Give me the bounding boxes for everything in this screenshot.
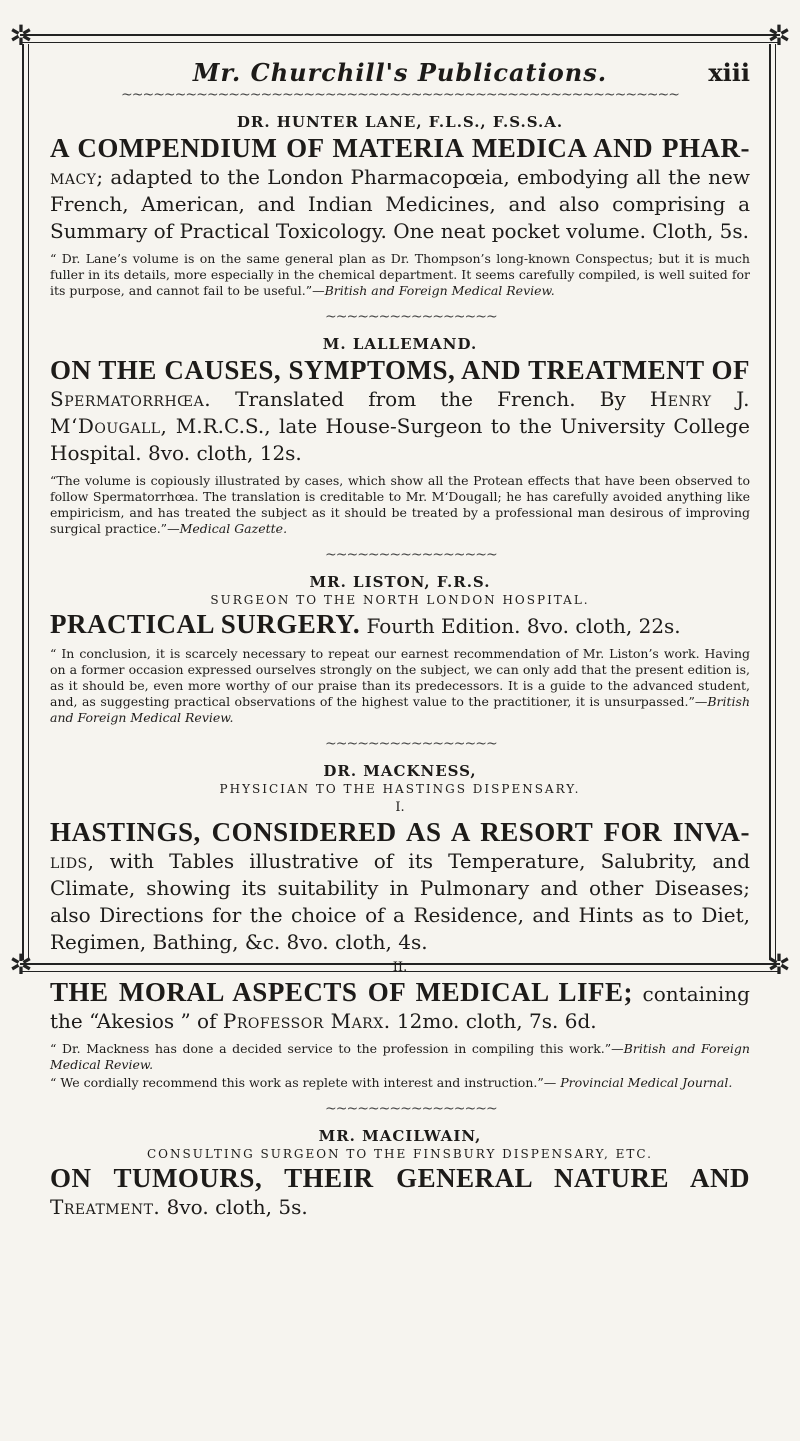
book-description: Translated from the French. By (211, 387, 650, 411)
book-title: PRACTICAL SURGERY. (50, 609, 361, 639)
book-title-continuation: macy (50, 165, 97, 189)
ornamental-corner-icon: ✲ (767, 19, 791, 52)
book-description-cont: 12mo. cloth, 7s. 6d. (390, 1009, 597, 1033)
book-description: with Tables illustrative of its Temperature, Salubrity, and Climate, showing its suitability in Pulmonary and other Diseases; also Directions for the choice of a Residence, and Hints as to Diet, Regimen, Bathing, &c. 8vo. cloth, 4s. (50, 849, 750, 954)
book-title: HASTINGS, CONSIDERED AS A RESORT FOR INVA- (50, 817, 750, 847)
book-description-cont: M.R.C.S., late House-Surgeon to the University College Hospital. 8vo. cloth, 12s. (50, 414, 750, 465)
running-title: Mr. Churchill's Publications. (192, 58, 608, 87)
review-text: “The volume is copiously illustrated by cases, which show all the Protean effects that have been observed to follow Spermatorrhœa. The translation is creditable to Mr. M‘Dougall; he has carefully avoided anything like empiricism, and has treated the subject as it should be treated by a professional man desirous of improving surgical practice.”— (50, 473, 750, 536)
work-numeral: I. (395, 800, 405, 815)
book-title: ON THE CAUSES, SYMPTOMS, AND TREATMENT OF (50, 355, 750, 385)
page-content (50, 58, 750, 1221)
review-text: “ In conclusion, it is scarcely necessary to repeat our earnest recommendation of Mr. Liston’s work. Having on a former occasion expressed ourselves strongly on the subject, we can only add that the present edition is, as it should be, even more worthy of our praise than its predecessors. It is a guide to the advanced student, and, as suggesting practical observations of the highest value to the practitioner, it is unsurpassed.”— (50, 646, 750, 709)
book-entry-moral-aspects (50, 979, 750, 1035)
book-entry-lallemand (50, 357, 750, 467)
author-heading-lane: DR. HUNTER LANE, F.L.S., F.S.S.A. (236, 113, 564, 131)
section-separator: ~~~~~~~~~~~~~~~~ (325, 547, 497, 563)
ornamental-corner-icon: ✲ (767, 948, 791, 981)
author-position: PHYSICIAN TO THE HASTINGS DISPENSARY. (219, 782, 581, 796)
review-quote-mackness-2 (50, 1075, 750, 1091)
book-title: A COMPENDIUM OF MATERIA MEDICA AND PHAR- (50, 133, 750, 163)
professor-name: Professor Marx. (222, 1009, 391, 1033)
review-quote-lallemand (50, 473, 750, 537)
frame-left-rule (22, 44, 29, 960)
review-source: British and Foreign Medical Review. (324, 283, 555, 298)
frame-right-rule (769, 44, 776, 960)
ornamental-corner-icon: ✲ (9, 19, 33, 52)
review-source: Provincial Medical Journal. (560, 1075, 733, 1090)
book-title-continuation: lids, (50, 849, 95, 873)
review-source: British and Foreign Medical Review. (50, 694, 750, 725)
book-description: containing the “Akesios ” of (50, 982, 750, 1033)
ornamental-corner-icon: ✲ (9, 948, 33, 981)
book-description: 8vo. cloth, 5s. (160, 1195, 308, 1219)
book-title-continuation: Spermatorrhœa. (50, 387, 212, 411)
review-quote-mackness-1 (50, 1041, 750, 1073)
book-title: ON TUMOURS, THEIR GENERAL NATURE AND (50, 1163, 750, 1193)
book-entry-hastings (50, 819, 750, 956)
book-title-continuation: Treatment. (50, 1195, 161, 1219)
book-entry-macilwain (50, 1165, 750, 1221)
book-title: THE MORAL ASPECTS OF MEDICAL LIFE; (50, 977, 634, 1007)
section-separator: ~~~~~~~~~~~~~~~~ (325, 736, 497, 752)
book-entry-liston (50, 611, 750, 640)
frame-top-rule (20, 34, 780, 43)
page-number: xiii (708, 58, 750, 87)
review-quote-liston (50, 646, 750, 726)
review-text: “ We cordially recommend this work as replete with interest and instruction.”— (50, 1075, 561, 1090)
author-heading-lallemand: M. LALLEMAND. (322, 335, 478, 353)
author-heading-macilwain: MR. MACILWAIN, (318, 1127, 482, 1145)
book-description: Fourth Edition. 8vo. cloth, 22s. (360, 614, 681, 638)
work-numeral: II. (392, 960, 408, 975)
translator-name: Henry J. M‘Dougall, (50, 387, 750, 438)
running-head (50, 58, 750, 87)
author-position: CONSULTING SURGEON TO THE FINSBURY DISPENSARY, ETC. (147, 1147, 653, 1161)
header-ornament: ~~~~~~~~~~~~~~~~~~~~~~~~~~~~~~~~~~~~~~~~~~~~~~~~~~~~ (121, 87, 679, 103)
section-separator: ~~~~~~~~~~~~~~~~ (325, 1101, 497, 1117)
author-position: SURGEON TO THE NORTH LONDON HOSPITAL. (210, 593, 590, 607)
review-text: “ Dr. Lane’s volume is on the same general plan as Dr. Thompson’s long-known Conspectus; but it is much fuller in its details, more especially in the chemical department. It seems carefully compiled, is well suited for its purpose, and cannot fail to be useful.”— (50, 251, 750, 298)
book-entry-lane (50, 135, 750, 245)
review-source: British and Foreign Medical Review. (50, 1041, 750, 1072)
review-quote-lane (50, 251, 750, 299)
author-heading-liston: MR. LISTON, F.R.S. (309, 573, 491, 591)
author-heading-mackness: DR. MACKNESS, (323, 762, 477, 780)
review-source: Medical Gazette. (179, 521, 288, 536)
section-separator: ~~~~~~~~~~~~~~~~ (325, 309, 497, 325)
book-description: ; adapted to the London Pharmacopœia, embodying all the new French, American, and Indian Medicines, and also comprising a Summary of Practical Toxicology. One neat pocket volume. Cloth, 5s. (50, 165, 750, 243)
review-text: “ Dr. Mackness has done a decided service to the profession in compiling this work.”— (50, 1041, 624, 1056)
